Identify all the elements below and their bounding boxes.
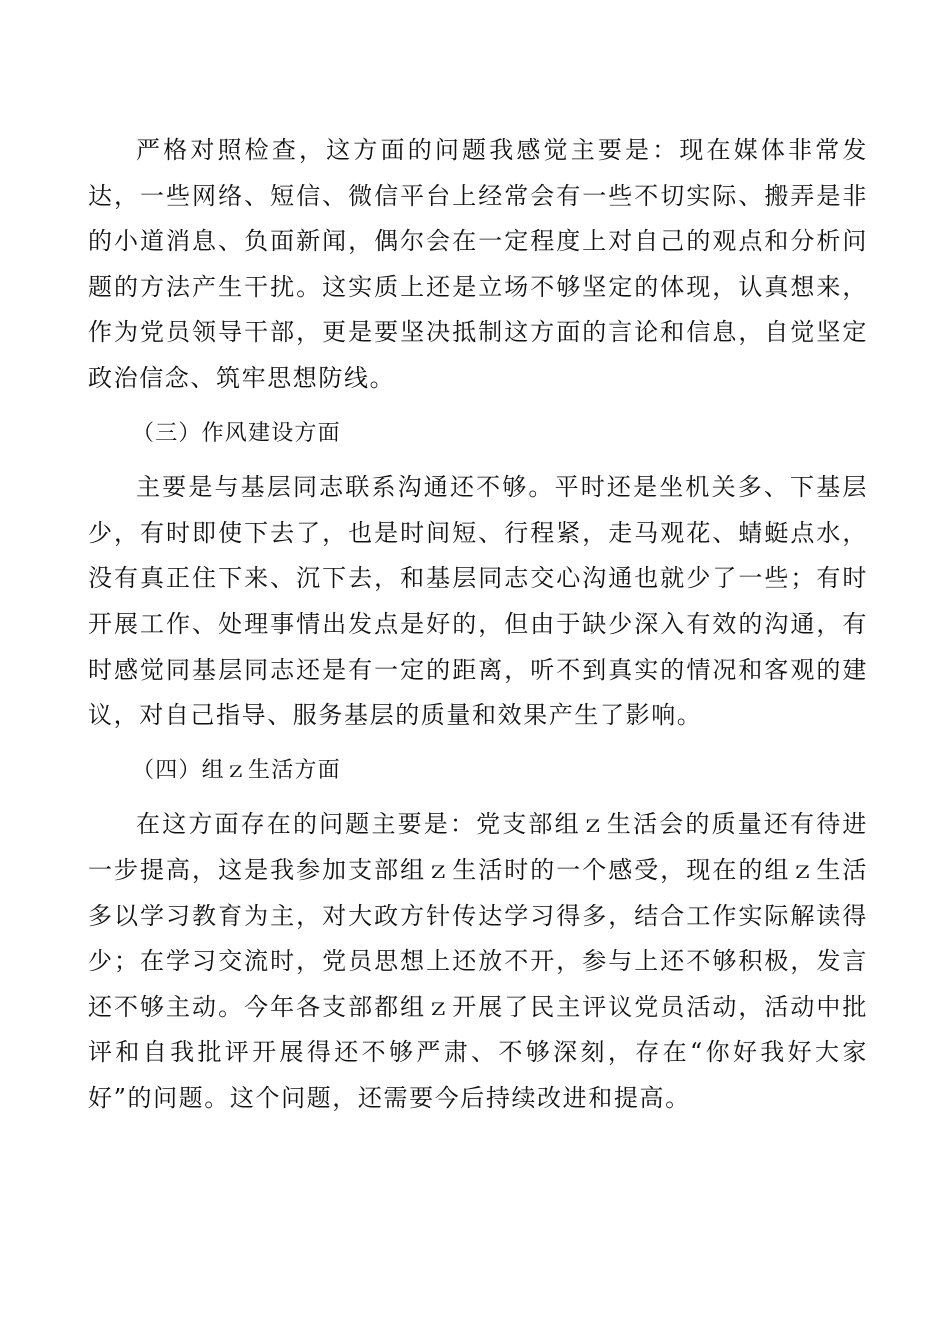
section-heading-work-style: （三）作风建设方面 (132, 420, 341, 446)
paragraph-organizational-life: 在这方面存在的问题主要是：党支部组ｚ生活会的质量还有待进一步提高，这是我参加支部组ｚ生活时的一个感受，现在的组ｚ生活多以学习教育为主，对大政方针传达学习得多，结合工作实际解读得少；在学习交流时，党员思想上还放不开，参与上还不够积极，发言还不够主动。今年各支部都组ｚ开展了民主评议党员活动，活动中批评和自我批评开展得还不够严肃、不够深刻，存在“你好我好大家好”的问题。这个问题，还需要今后持续改进和提高。 (88, 810, 868, 1112)
section-heading-organizational-life: （四）组ｚ生活方面 (132, 757, 341, 783)
document-body (88, 128, 868, 1130)
paragraph-political-stance: 严格对照检查，这方面的问题我感觉主要是：现在媒体非常发达，一些网络、短信、微信平台上经常会有一些不切实际、搬弄是非的小道消息、负面新闻，偶尔会在一定程度上对自己的观点和分析问题的方法产生干扰。这实质上还是立场不够坚定的体现，认真想来，作为党员领导干部，更是要坚决抵制这方面的言论和信息，自觉坚定政治信念、筑牢思想防线。 (88, 136, 868, 392)
paragraph-work-style: 主要是与基层同志联系沟通还不够。平时还是坐机关多、下基层少，有时即使下去了，也是时间短、行程紧，走马观花、蜻蜓点水，没有真正住下来、沉下去，和基层同志交心沟通也就少了一些；有时开展工作、处理事情出发点是好的，但由于缺少深入有效的沟通，有时感觉同基层同志还是有一定的距离，听不到真实的情况和客观的建议，对自己指导、服务基层的质量和效果产生了影响。 (88, 473, 868, 730)
